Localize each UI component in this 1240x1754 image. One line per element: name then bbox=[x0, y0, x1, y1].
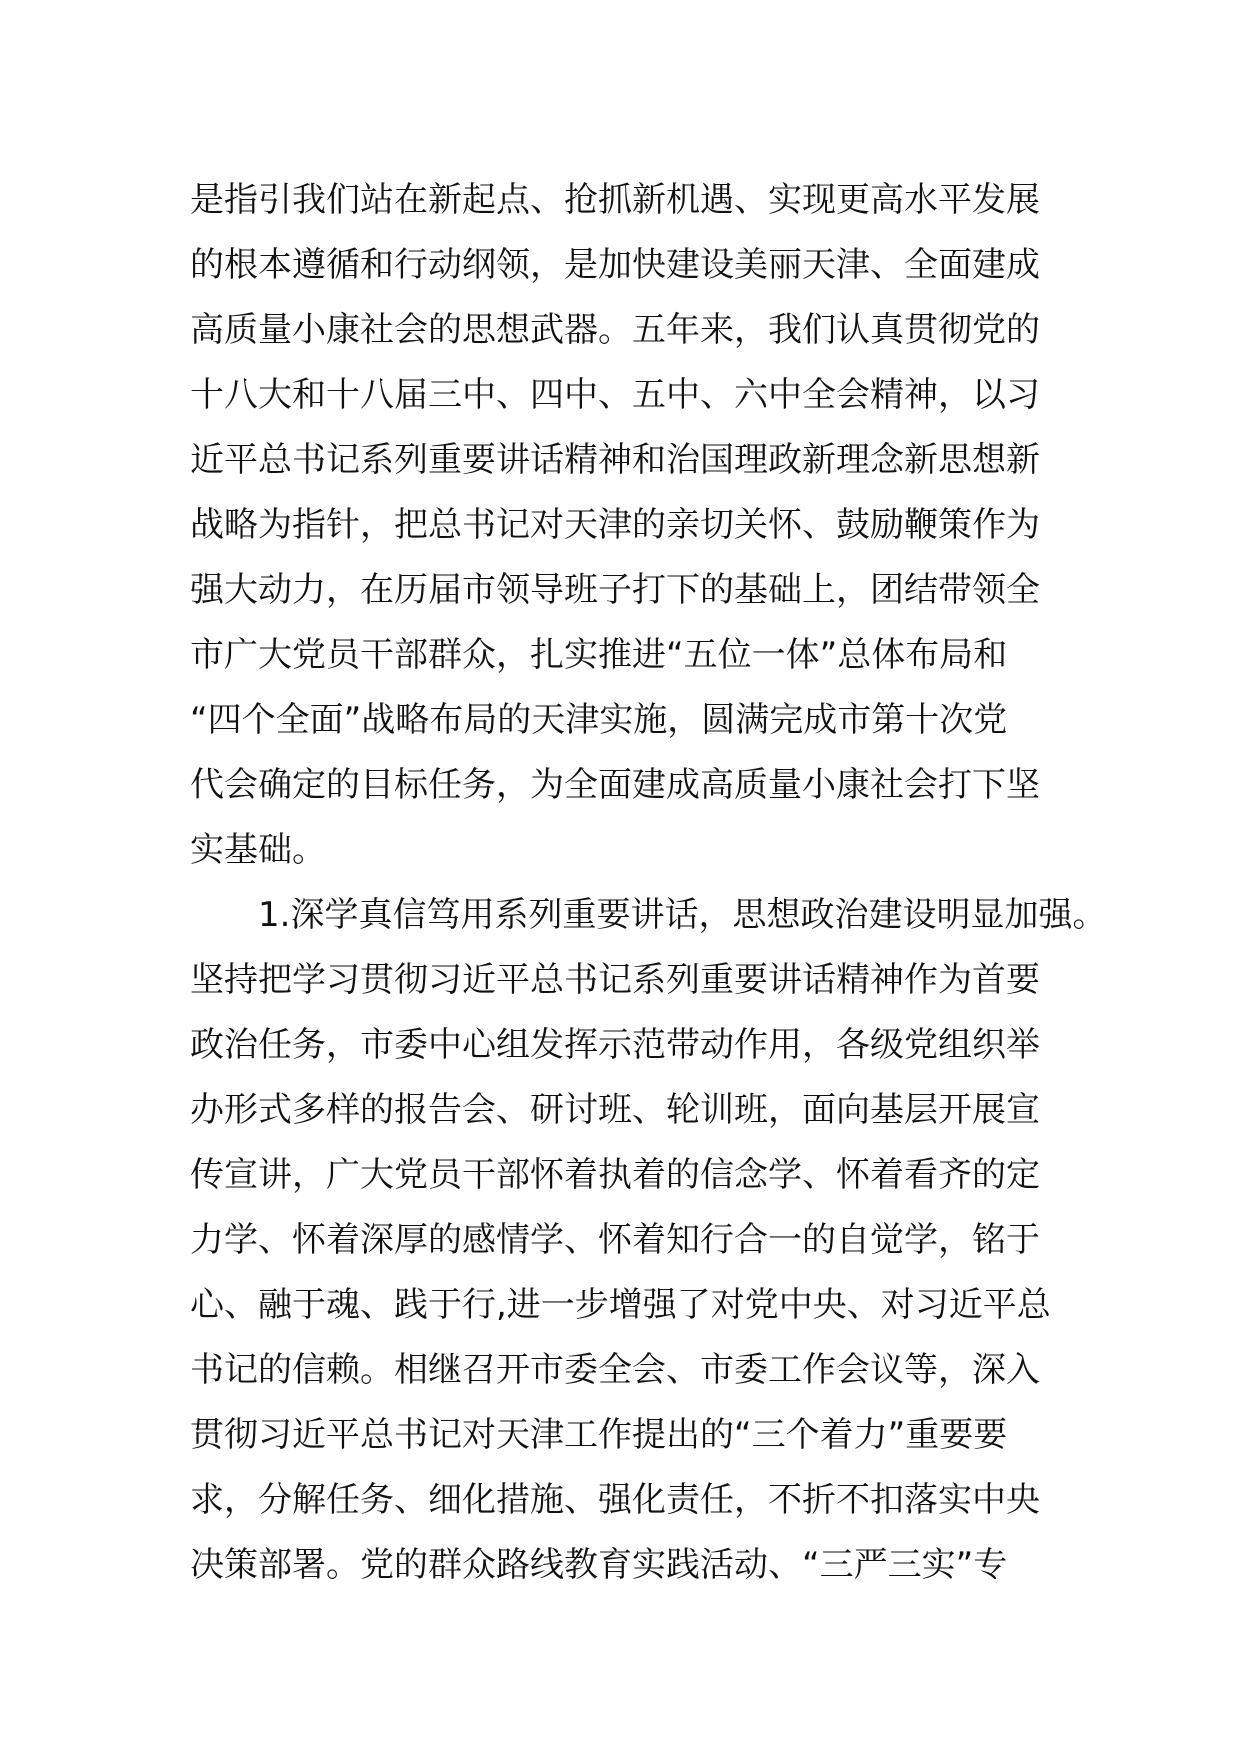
text-line: 政治任务，市委中心组发挥示范带动作用，各级党组织举 bbox=[190, 1025, 1040, 1065]
text-line: 传宣讲，广大党员干部怀着执着的信念学、怀着看齐的定 bbox=[190, 1155, 1040, 1195]
text-line: 心、融于魂、践于行,进一步增强了对党中央、对习近平总 bbox=[190, 1285, 1051, 1325]
text-line: 战略为指针，把总书记对天津的亲切关怀、鼓励鞭策作为 bbox=[190, 505, 1040, 545]
text-line: “四个全面”战略布局的天津实施，圆满完成市第十次党 bbox=[190, 700, 1008, 740]
text-line: 十八大和十八届三中、四中、五中、六中全会精神，以习 bbox=[190, 375, 1040, 415]
section-heading-line: 1.深学真信笃用系列重要讲话，思想政治建设明显加强。 bbox=[258, 895, 1107, 935]
text-line: 求，分解任务、细化措施、强化责任，不折不扣落实中央 bbox=[190, 1480, 1040, 1520]
text-line: 强大动力，在历届市领导班子打下的基础上，团结带领全 bbox=[190, 570, 1040, 610]
text-line: 是指引我们站在新起点、抢抓新机遇、实现更高水平发展 bbox=[190, 180, 1040, 220]
text-line: 高质量小康社会的思想武器。五年来，我们认真贯彻党的 bbox=[190, 310, 1040, 350]
body-text bbox=[190, 168, 1107, 1598]
text-line: 实基础。 bbox=[190, 830, 326, 870]
text-line: 书记的信赖。相继召开市委全会、市委工作会议等，深入 bbox=[190, 1350, 1040, 1390]
text-line: 坚持把学习贯彻习近平总书记系列重要讲话精神作为首要 bbox=[190, 960, 1040, 1000]
text-line: 代会确定的目标任务，为全面建成高质量小康社会打下坚 bbox=[190, 765, 1040, 805]
text-line: 市广大党员干部群众，扎实推进“五位一体”总体布局和 bbox=[190, 635, 1008, 675]
text-line: 近平总书记系列重要讲话精神和治国理政新理念新思想新 bbox=[190, 440, 1040, 480]
text-line: 力学、怀着深厚的感情学、怀着知行合一的自觉学，铭于 bbox=[190, 1220, 1040, 1260]
text-line: 的根本遵循和行动纲领，是加快建设美丽天津、全面建成 bbox=[190, 245, 1040, 285]
text-line: 贯彻习近平总书记对天津工作提出的“三个着力”重要要 bbox=[190, 1415, 1008, 1455]
text-line: 决策部署。党的群众路线教育实践活动、“三严三实”专 bbox=[190, 1545, 1008, 1585]
text-line: 办形式多样的报告会、研讨班、轮训班，面向基层开展宣 bbox=[190, 1090, 1040, 1130]
